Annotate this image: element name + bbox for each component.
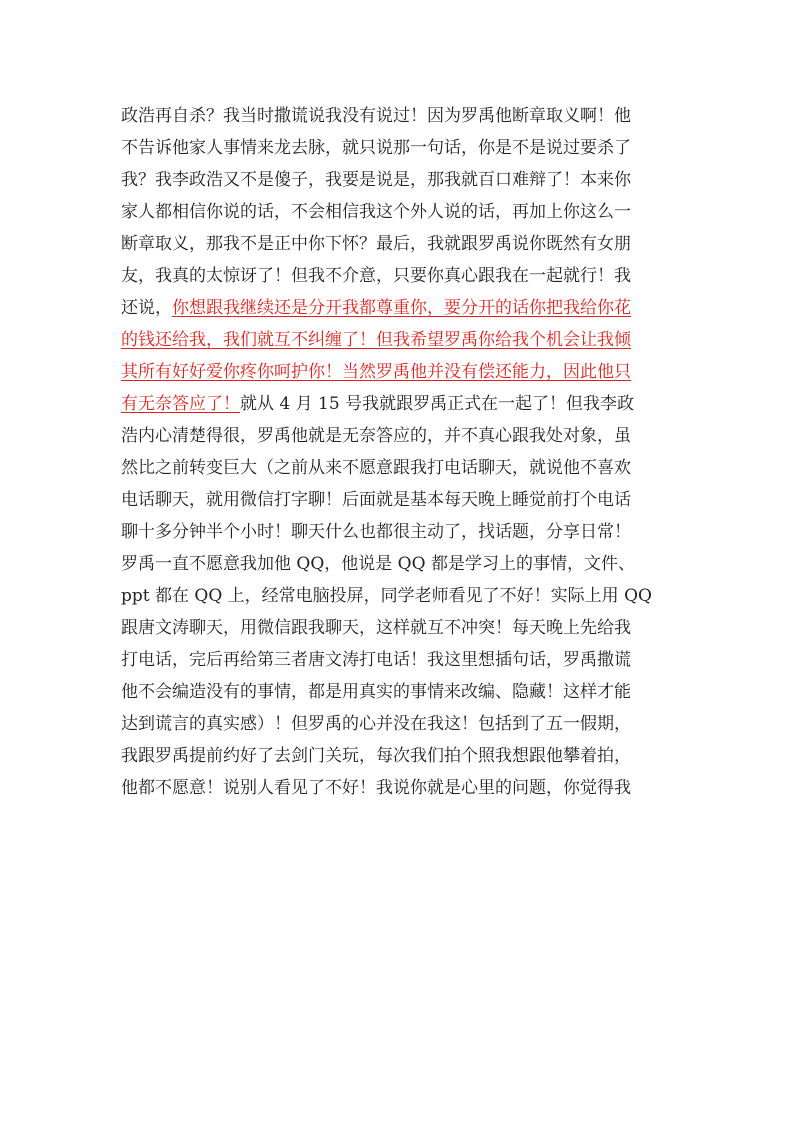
text-line: 然比之前转变巨大（之前从来不愿意跟我打电话聊天，就说他不喜欢 [121,458,631,478]
highlighted-text: 你想跟我继续还是分开我都尊重你，要分开的话你把我给你花 [172,298,631,318]
text-line: 不告诉他家人事情来龙去脉，就只说那一句话，你是不是说过要杀了 [121,138,631,158]
text-line: 断章取义，那我不是正中你下怀？最后，我就跟罗禹说你既然有女朋 [121,234,631,254]
text-line: 友，我真的太惊讶了！但我不介意，只要你真心跟我在一起就行！我 [121,266,631,286]
highlighted-text: 有无奈答应了！ [121,394,240,414]
text-line: 达到谎言的真实感）！但罗禹的心并没在我这！包括到了五一假期， [121,714,631,734]
text-line: 我？我李政浩又不是傻子，我要是说是，那我就百口难辩了！本来你 [121,170,631,190]
highlighted-text: 其所有好好爱你疼你呵护你！当然罗禹他并没有偿还能力，因此他只 [121,362,631,382]
text-line: 政浩再自杀？我当时撒谎说我没有说过！因为罗禹他断章取义啊！他 [121,106,631,126]
text-line: 聊十多分钟半个小时！聊天什么也都很主动了，找话题，分享日常！ [121,522,631,542]
text-line: 打电话，完后再给第三者唐文涛打电话！我这里想插句话，罗禹撒谎 [121,650,631,670]
text-line [121,388,681,420]
line-prefix: 还说， [121,298,172,318]
text-line: ppt 都在 QQ 上，经常电脑投屏，同学老师看见了不好！实际上用 QQ [121,586,652,606]
text-line [121,324,681,356]
body-text [121,100,681,804]
text-line: 罗禹一直不愿意我加他 QQ，他说是 QQ 都是学习上的事情，文件、 [121,554,635,574]
text-line [121,292,681,324]
line-suffix: 就从 4 月 15 号我就跟罗禹正式在一起了！但我李政 [240,394,635,414]
text-line: 他不会编造没有的事情，都是用真实的事情来改编、隐藏！这样才能 [121,682,631,702]
text-line: 我跟罗禹提前约好了去剑门关玩，每次我们拍个照我想跟他攀着拍， [121,746,631,766]
highlighted-text: 的钱还给我，我们就互不纠缠了！但我希望罗禹你给我个机会让我倾 [121,330,631,350]
text-line: 他都不愿意！说别人看见了不好！我说你就是心里的问题，你觉得我 [121,778,631,798]
text-line [121,356,681,388]
text-line: 电话聊天，就用微信打字聊！后面就是基本每天晚上睡觉前打个电话 [121,490,631,510]
text-line: 家人都相信你说的话，不会相信我这个外人说的话，再加上你这么一 [121,202,631,222]
text-line: 跟唐文涛聊天，用微信跟我聊天，这样就互不冲突！每天晚上先给我 [121,618,631,638]
text-line: 浩内心清楚得很，罗禹他就是无奈答应的，并不真心跟我处对象，虽 [121,426,631,446]
